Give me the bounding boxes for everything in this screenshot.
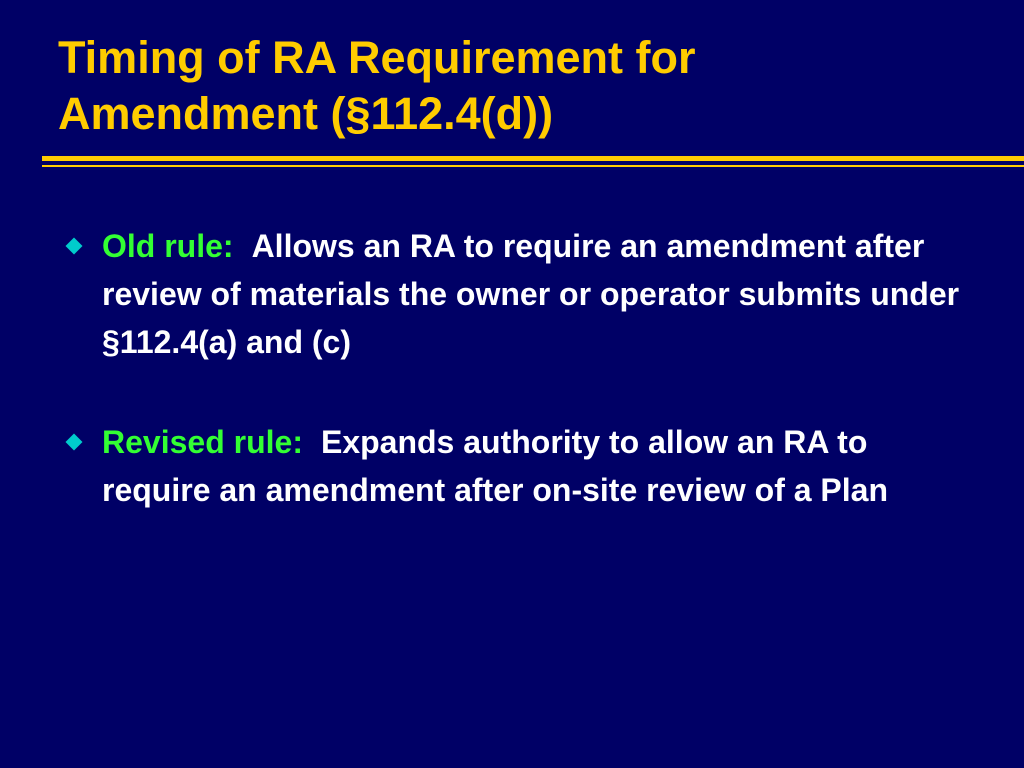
- diamond-bullet-icon: [66, 434, 83, 451]
- bullet-text: Allows an RA to require an amendment after review of materials the owner or operator submits under §112.4(a) and (c): [102, 228, 960, 360]
- bullet-list: [64, 222, 964, 566]
- bullet-label: Old rule:: [102, 228, 234, 264]
- title-divider-thick: [42, 156, 1024, 161]
- title-divider-thin: [42, 165, 1024, 167]
- slide-title: [58, 30, 998, 142]
- bullet-text: Expands authority to allow an RA to require an amendment after on-site review of a Plan: [102, 424, 888, 508]
- bullet-old-rule: [64, 222, 964, 366]
- title-line-1: Timing of RA Requirement for: [58, 32, 696, 83]
- diamond-bullet-icon: [66, 238, 83, 255]
- bullet-label: Revised rule:: [102, 424, 303, 460]
- title-line-2: Amendment (§112.4(d)): [58, 88, 554, 139]
- bullet-revised-rule: [64, 418, 964, 514]
